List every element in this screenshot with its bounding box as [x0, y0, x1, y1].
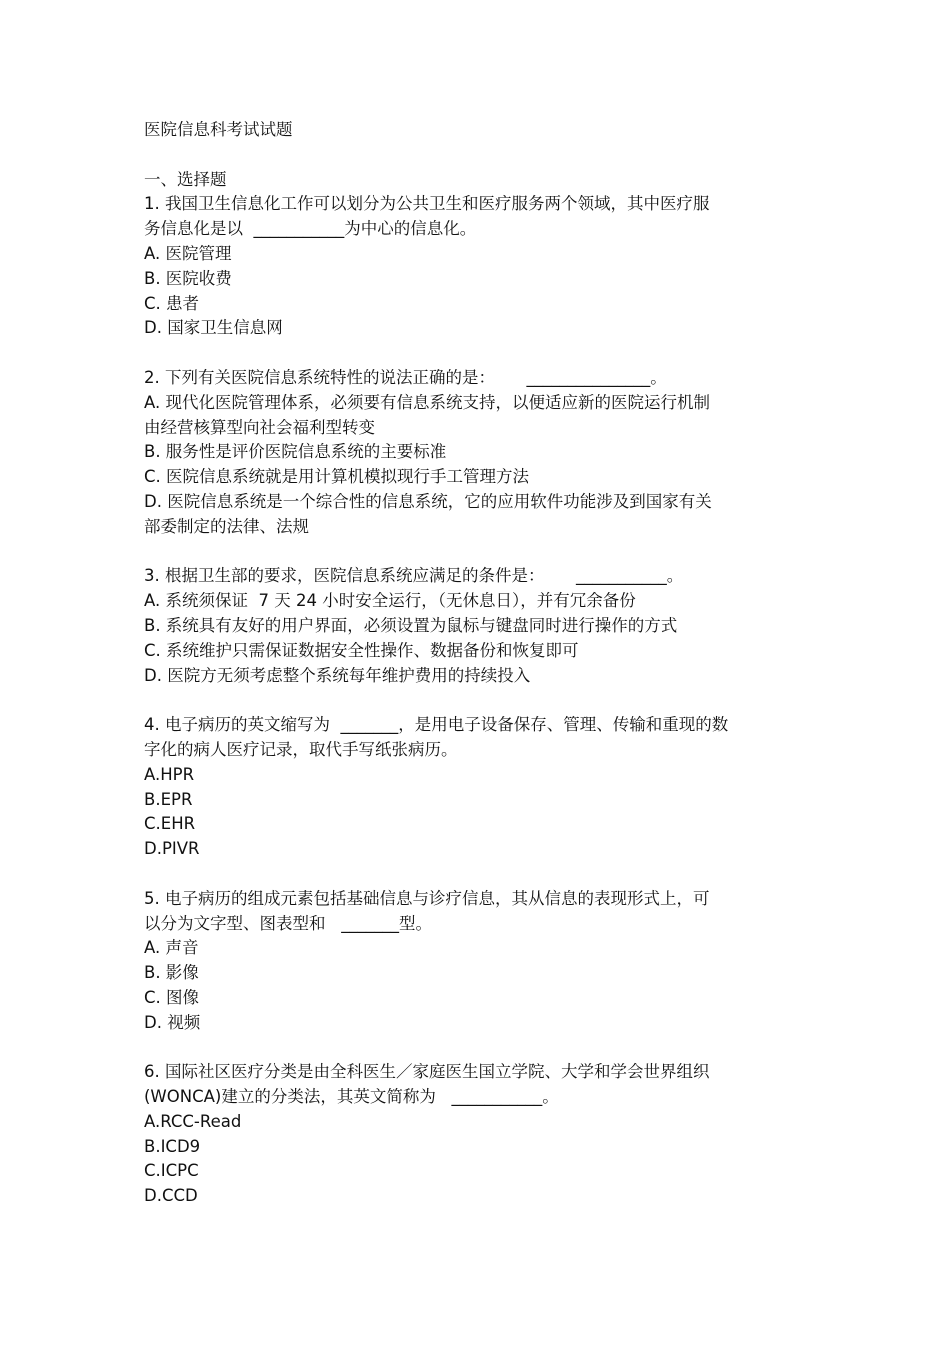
- answer-option: A. 系统须保证 7 天 24 小时安全运行，（无休息日），并有冗余备份: [144, 591, 636, 611]
- question-stem-line: 2. 下列有关医院信息系统特性的说法正确的是： _______________。: [144, 367, 667, 387]
- question-stem-line: 字化的病人医疗记录，取代手写纸张病历。: [144, 739, 458, 759]
- question-6: [144, 1060, 804, 1209]
- answer-option: C. 图像: [144, 987, 200, 1007]
- answer-option: A. 现代化医院管理体系，必须要有信息系统支持，以便适应新的医院运行机制: [144, 392, 710, 412]
- question-stem-line: 1. 我国卫生信息化工作可以划分为公共卫生和医疗服务两个领域，其中医疗服: [144, 194, 710, 214]
- question-stem-line: 4. 电子病历的英文缩写为 _______，是用电子设备保存、管理、传输和重现的数: [144, 715, 729, 735]
- answer-option: B. 医院收费: [144, 268, 232, 288]
- question-stem-line: 以分为文字型、图表型和 _______型。: [144, 913, 432, 933]
- question-stem-line: 3. 根据卫生部的要求，医院信息系统应满足的条件是： ___________。: [144, 566, 684, 586]
- question-5: [144, 887, 804, 1036]
- answer-option: 部委制定的法律、法规: [144, 516, 309, 536]
- answer-option: 由经营核算型向社会福利型转变: [144, 417, 375, 437]
- question-stem-line: (WONCA)建立的分类法，其英文简称为 ___________。: [144, 1087, 559, 1107]
- answer-option: B. 影像: [144, 963, 199, 983]
- document-title: 医院信息科考试试题: [144, 120, 293, 139]
- answer-option: C. 医院信息系统就是用计算机模拟现行手工管理方法: [144, 467, 530, 487]
- answer-option: B. 服务性是评价医院信息系统的主要标准: [144, 442, 447, 462]
- answer-option: B.ICD9: [144, 1136, 201, 1156]
- answer-option: A.HPR: [144, 764, 195, 784]
- question-stem-line: 5. 电子病历的组成元素包括基础信息与诊疗信息，其从信息的表现形式上，可: [144, 888, 710, 908]
- question-list: [144, 192, 804, 1209]
- answer-option: D.CCD: [144, 1186, 198, 1206]
- answer-option: B. 系统具有友好的用户界面，必须设置为鼠标与键盘同时进行操作的方式: [144, 615, 678, 635]
- answer-option: C.ICPC: [144, 1161, 199, 1181]
- answer-option: C. 患者: [144, 293, 200, 313]
- answer-option: D. 视频: [144, 1012, 201, 1032]
- answer-option: D. 国家卫生信息网: [144, 318, 283, 338]
- answer-option: D. 医院信息系统是一个综合性的信息系统，它的应用软件功能涉及到国家有关: [144, 491, 712, 511]
- section-title: 一、选择题: [144, 169, 227, 189]
- question-stem-line: 务信息化是以 ___________为中心的信息化。: [144, 219, 477, 239]
- answer-option: C. 系统维护只需保证数据安全性操作、数据备份和恢复即可: [144, 640, 579, 660]
- question-4: [144, 713, 804, 862]
- answer-option: A.RCC-Read: [144, 1111, 242, 1131]
- question-3: [144, 564, 804, 688]
- question-stem-line: 6. 国际社区医疗分类是由全科医生／家庭医生国立学院、大学和学会世界组织: [144, 1062, 710, 1082]
- answer-option: D.PIVR: [144, 839, 200, 859]
- question-2: [144, 366, 804, 540]
- exam-document: [144, 118, 804, 1234]
- answer-option: A. 医院管理: [144, 243, 232, 263]
- answer-option: A. 声音: [144, 938, 199, 958]
- answer-option: C.EHR: [144, 814, 196, 834]
- answer-option: D. 医院方无须考虑整个系统每年维护费用的持续投入: [144, 665, 531, 685]
- question-1: [144, 192, 804, 341]
- answer-option: B.EPR: [144, 789, 193, 809]
